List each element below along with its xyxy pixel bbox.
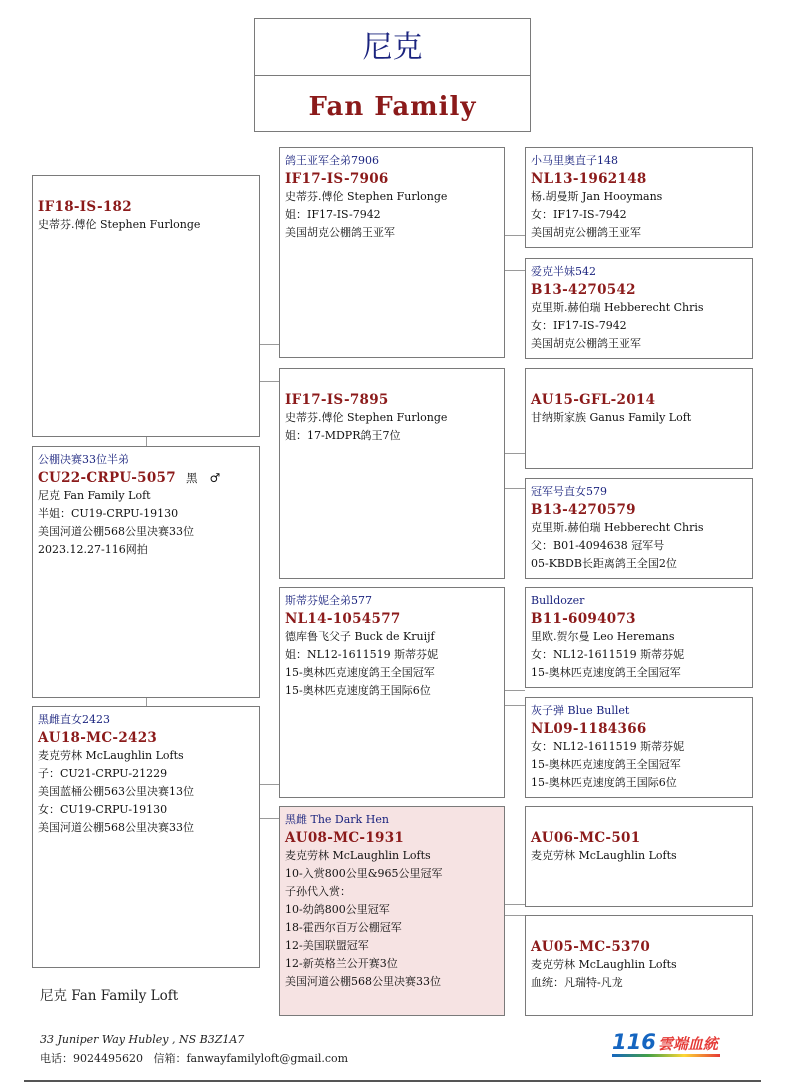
ss-line: 姐：IF17-IS-7942 [285,208,381,221]
dd-ring: AU08-MC-1931 [285,830,405,846]
ss-ring: IF17-IS-7906 [285,171,389,187]
ss-line: 史蒂芬.傅伦 Stephen Furlonge [285,190,448,203]
connector [146,437,147,446]
connector [505,705,525,706]
ddd-ring: AU05-MC-5370 [531,939,651,955]
dss-card [525,587,753,688]
dsd-label: 灰子弹 Blue Bullet [531,704,630,717]
ssd-line: 美国胡克公棚鸽王亚军 [531,337,641,350]
connector [146,698,147,706]
sss-label: 小马里奥直子148 [531,154,618,167]
dam-dam-card [279,806,505,1016]
subject-line: 半姐：CU19-CRPU-19130 [38,507,179,520]
ssd-ring: B13-4270542 [531,282,636,298]
ss-line: 美国胡克公棚鸽王亚军 [285,226,395,239]
ds-line: 15-奥林匹克速度鸽王全国冠军 [285,666,435,679]
ssd-card [525,258,753,359]
ds-line: 15-奥林匹克速度鸽王国际6位 [285,684,431,697]
ddd-line: 血统：凡瑞特-凡龙 [531,976,623,989]
footer-loft-name: 尼克 Fan Family Loft [40,988,179,1004]
connector [505,235,525,236]
title-family: Fan Family [308,92,477,122]
connector [505,270,525,271]
ddd-line: 麦克劳林 McLaughlin Lofts [531,958,677,971]
ds-label: 斯蒂芬妮全弟577 [285,594,372,607]
dsd-line: 15-奥林匹克速度鸽王全国冠军 [531,758,681,771]
sdd-card [525,478,753,579]
sds-line: 甘纳斯家族 Ganus Family Loft [531,411,692,424]
ds-line: 姐：NL12-1611519 斯蒂芬妮 [285,648,439,661]
brand-logo [612,1030,752,1060]
pedigree-title [254,18,531,132]
footer-address: 33 Juniper Way Hubley , NS B3Z1A7 [40,1033,245,1046]
sds-card [525,368,753,469]
ds-ring: NL14-1054577 [285,611,401,627]
dam-line: 子：CU21-CRPU-21229 [38,767,168,780]
connector [260,784,279,785]
dd-label: 黑雌 The Dark Hen [285,813,389,826]
subject-label: 公棚决赛33位半弟 [38,453,129,466]
dd-line: 12-新英格兰公开赛3位 [285,957,398,970]
sdd-line: 父：B01-4094638 冠军号 [531,539,665,552]
logo-number: 116 [612,1030,656,1054]
dsd-card [525,697,753,798]
dss-label: Bulldozer [531,594,585,607]
sdd-line: 05-KBDB长距离鸽王全国2位 [531,557,677,570]
connector [260,818,279,819]
dds-ring: AU06-MC-501 [531,830,641,846]
subject-color: 黑 [185,471,200,485]
sss-line: 女：IF17-IS-7942 [531,208,627,221]
dd-line: 10-幼鸽800公里冠军 [285,903,390,916]
dam-sire-card [279,587,505,798]
sire-line: 史蒂芬.傅伦 Stephen Furlonge [38,218,201,231]
male-icon: ♂ [209,471,221,485]
logo-underline [612,1054,720,1057]
dd-line: 美国河道公棚568公里决赛33位 [285,975,441,988]
subject-ring: CU22-CRPU-5057 [38,470,176,486]
sss-ring: NL13-1962148 [531,171,647,187]
sire-dam-card [279,368,505,579]
subject-line: 尼克 Fan Family Loft [38,489,151,502]
connector [260,344,279,345]
sdd-ring: B13-4270579 [531,502,636,518]
dam-label: 黑雌直女2423 [38,713,110,726]
dd-line: 麦克劳林 McLaughlin Lofts [285,849,431,862]
dam-line: 美国河道公棚568公里决赛33位 [38,821,194,834]
sdd-line: 克里斯.赫伯瑞 Hebberecht Chris [531,521,704,534]
ddd-card [525,915,753,1016]
connector [505,690,525,691]
dd-line: 子孙代入赏： [285,885,351,898]
dds-line: 麦克劳林 McLaughlin Lofts [531,849,677,862]
sd-line: 史蒂芬.傅伦 Stephen Furlonge [285,411,448,424]
connector [505,453,525,454]
dss-line: 女：NL12-1611519 斯蒂芬妮 [531,648,685,661]
subject-line: 美国河道公棚568公里决赛33位 [38,525,194,538]
ssd-label: 爱克半妹542 [531,265,596,278]
dam-line: 麦克劳林 McLaughlin Lofts [38,749,184,762]
ssd-line: 女：IF17-IS-7942 [531,319,627,332]
dds-card [525,806,753,907]
connector [505,915,525,916]
sss-card [525,147,753,248]
connector [505,904,525,905]
ssd-line: 克里斯.赫伯瑞 Hebberecht Chris [531,301,704,314]
sire-ring: IF18-IS-182 [38,199,132,215]
dss-line: 里欧.贺尔曼 Leo Heremans [531,630,675,643]
title-name: 尼克 [255,19,530,76]
sss-line: 美国胡克公棚鸽王亚军 [531,226,641,239]
ss-label: 鸽王亚军全弟7906 [285,154,379,167]
dam-card [32,706,260,968]
sds-ring: AU15-GFL-2014 [531,392,656,408]
ds-line: 德库鲁飞父子 Buck de Kruijf [285,630,435,643]
bottom-divider [24,1080,761,1082]
connector [260,381,279,382]
dam-ring: AU18-MC-2423 [38,730,158,746]
dss-line: 15-奥林匹克速度鸽王全国冠军 [531,666,681,679]
subject-line: 2023.12.27-116网拍 [38,543,148,556]
dd-line: 18-霍西尔百万公棚冠军 [285,921,402,934]
dsd-line: 女：NL12-1611519 斯蒂芬妮 [531,740,685,753]
sdd-label: 冠军号直女579 [531,485,607,498]
logo-text: 雲端血統 [657,1035,718,1053]
dd-line: 10-入赏800公里&965公里冠军 [285,867,443,880]
dss-ring: B11-6094073 [531,611,636,627]
subject-card [32,446,260,698]
subject-ring-row [38,469,259,487]
dd-line: 12-美国联盟冠军 [285,939,369,952]
sire-sire-card [279,147,505,358]
dam-line: 美国蓝桶公棚563公里决赛13位 [38,785,194,798]
dsd-line: 15-奥林匹克速度鸽王国际6位 [531,776,677,789]
dsd-ring: NL09-1184366 [531,721,647,737]
connector [505,488,525,489]
dam-line: 女：CU19-CRPU-19130 [38,803,168,816]
sss-line: 杨.胡曼斯 Jan Hooymans [531,190,663,203]
sd-line: 姐：17-MDPR鸽王7位 [285,429,401,442]
sd-ring: IF17-IS-7895 [285,392,389,408]
footer-contact: 电话：9024495620 信箱：fanwayfamilyloft@gmail.com [40,1052,349,1065]
sire-card [32,175,260,437]
